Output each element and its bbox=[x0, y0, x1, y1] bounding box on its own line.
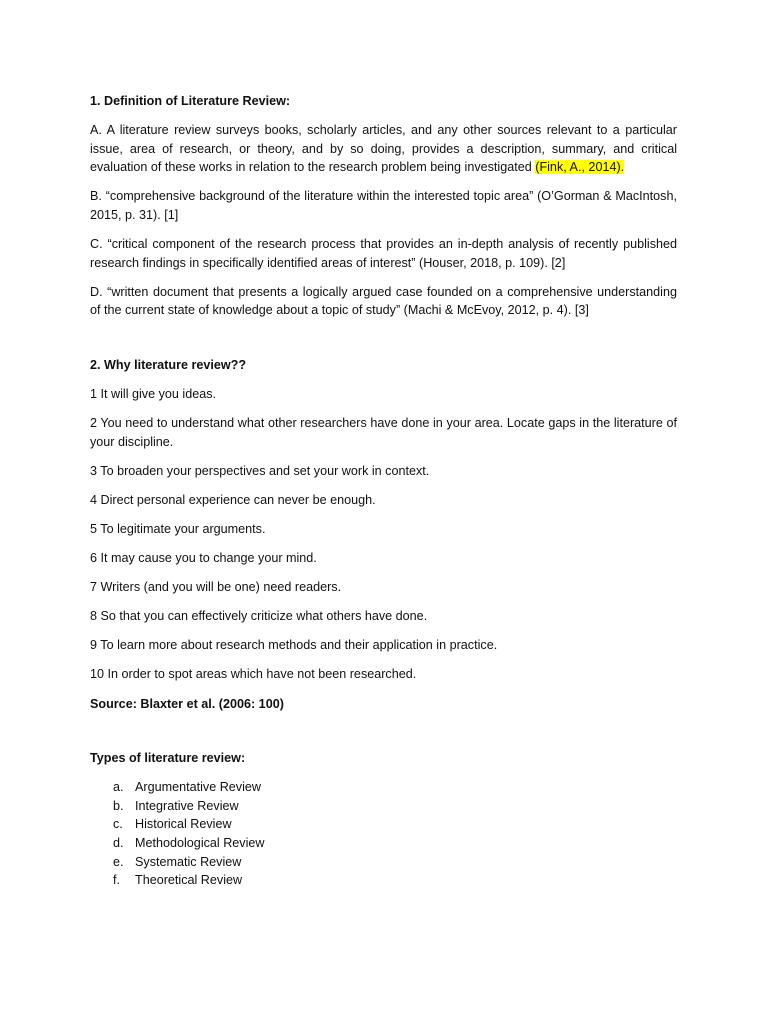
definition-d: D. “written document that presents a logically argued case founded on a comprehensive understanding of the current state of knowledge about a topic of study” (Machi & McEvoy, 2012, p. 4). [3] bbox=[90, 284, 677, 318]
source-citation: Source: Blaxter et al. (2006: 100) bbox=[90, 696, 284, 711]
highlighted-citation: (Fink, A., 2014). bbox=[535, 160, 625, 175]
definition-a bbox=[90, 121, 677, 177]
section-3-heading: Types of literature review: bbox=[90, 751, 246, 766]
list-item bbox=[90, 778, 677, 797]
list-marker: e. bbox=[113, 854, 124, 869]
list-item bbox=[90, 815, 677, 834]
definition-a-text: A. A literature review surveys books, scholarly articles, and any other sources relevant to a particular issue, area of research, or theory, and by so doing, provides a description, summary, and critical evaluation of these works in relation to the research problem being investigated bbox=[90, 123, 677, 175]
reason-item: 6 It may cause you to change your mind. bbox=[90, 551, 317, 566]
list-item-label: Theoretical Review bbox=[135, 873, 243, 888]
reason-item: 8 So that you can effectively criticize what others have done. bbox=[90, 609, 428, 624]
reason-item: 9 To learn more about research methods and their application in practice. bbox=[90, 638, 498, 653]
list-marker: d. bbox=[113, 836, 124, 851]
reason-item: 2 You need to understand what other researchers have done in your area. Locate gaps in the literature of your discipline. bbox=[90, 416, 677, 449]
list-marker: b. bbox=[113, 798, 124, 813]
section-2-heading: 2. Why literature review?? bbox=[90, 357, 247, 372]
document-page bbox=[90, 92, 677, 890]
list-item-label: Historical Review bbox=[135, 817, 232, 832]
definition-c: C. “critical component of the research process that provides an in-depth analysis of recently published research findings in specifically identified areas of interest” (Houser, 2018, p. 109). [2] bbox=[90, 237, 677, 270]
list-item bbox=[90, 853, 677, 872]
list-item-label: Integrative Review bbox=[135, 798, 239, 813]
reason-item: 1 It will give you ideas. bbox=[90, 387, 216, 402]
list-item-label: Methodological Review bbox=[135, 836, 265, 851]
list-item bbox=[90, 797, 677, 816]
reason-item: 7 Writers (and you will be one) need readers. bbox=[90, 580, 342, 595]
list-marker: f. bbox=[113, 873, 120, 888]
list-item-label: Argumentative Review bbox=[135, 780, 261, 795]
reason-item: 5 To legitimate your arguments. bbox=[90, 522, 266, 536]
definition-b: B. “comprehensive background of the literature within the interested topic area” (O’Gorman & MacIntosh, 2015, p. 31). [1] bbox=[90, 189, 677, 222]
list-item-label: Systematic Review bbox=[135, 854, 242, 869]
reason-item: 3 To broaden your perspectives and set your work in context. bbox=[90, 463, 430, 478]
list-item bbox=[90, 834, 677, 853]
section-1-heading: 1. Definition of Literature Review: bbox=[90, 94, 291, 108]
reason-item: 10 In order to spot areas which have not been researched. bbox=[90, 667, 417, 682]
review-types-list bbox=[90, 778, 677, 890]
list-marker: c. bbox=[113, 817, 123, 832]
reason-item: 4 Direct personal experience can never be enough. bbox=[90, 492, 376, 507]
list-item bbox=[90, 871, 677, 890]
list-marker: a. bbox=[113, 780, 124, 795]
